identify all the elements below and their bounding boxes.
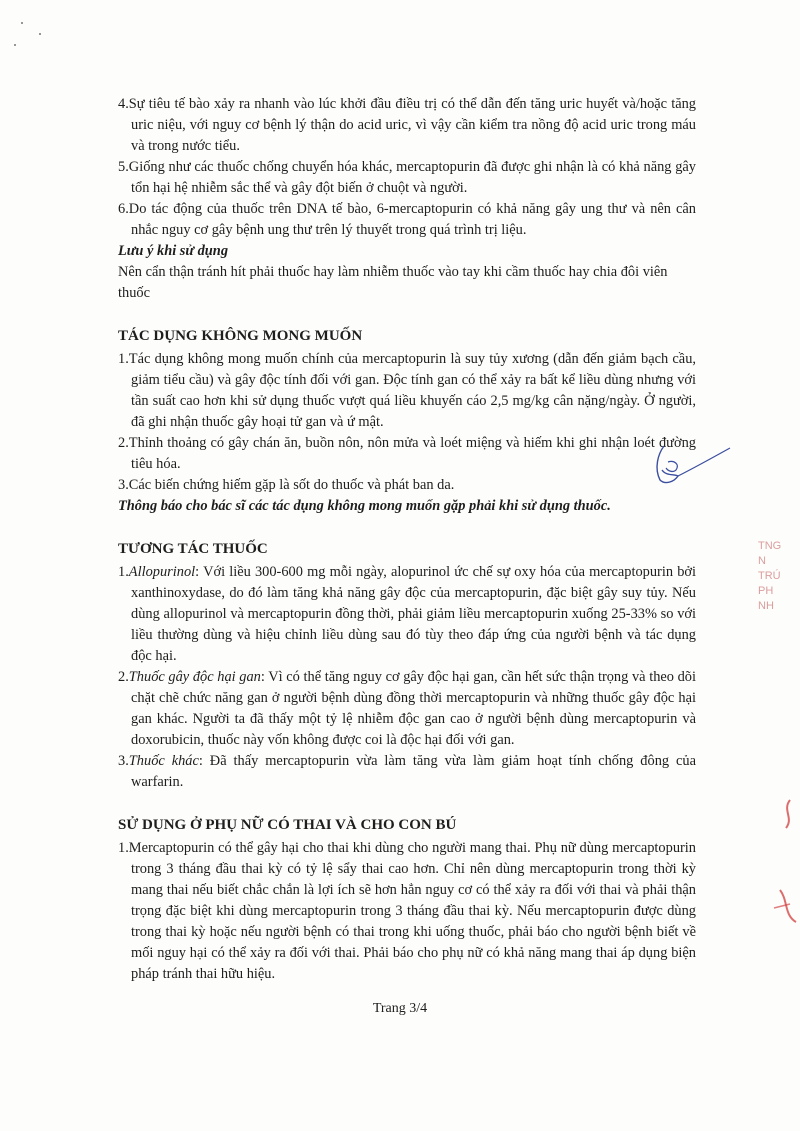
list-item: 2.Thỉnh thoảng có gây chán ăn, buồn nôn, nôn mửa và loét miệng và hiếm khi ghi nhận loét đường tiêu hóa. [118,435,696,472]
adverse-effects-warning: Thông báo cho bác sĩ các tác dụng không mong muốn gặp phải khi sử dụng thuốc. [118,498,611,514]
page-content [118,94,696,985]
drug-interactions-list [118,562,696,793]
list-item: 1.Tác dụng không mong muốn chính của mercaptopurin là suy tủy xương (dẫn đến giảm bạch cầu, giảm tiểu cầu) và gây độc tính đối với gan. Độc tính gan có thể xảy ra bất kể liều dùng nhưng với tần suất cao hơn khi sử dụng thuốc vượt quá liều khuyến cáo 2,5 mg/kg cân nặng/ngày. Ở người, đã ghi nhận thuốc gây hoại tử gan và ứ mật. [118,351,696,430]
list-item: 2.Thuốc gây độc hại gan: Vì có thể tăng nguy cơ gây độc hại gan, cần hết sức thận trọng và theo dõi chặt chẽ chức năng gan ở người bệnh dùng đồng thời mercaptopurin và những thuốc gây độc hại gan khác. Người ta đã thấy một tỷ lệ nhiễm độc gan cao ở người bệnh dùng mercaptopurin và doxorubicin, thuốc này vốn không được coi là độc hại đối với gan. [118,669,696,748]
list-item: 1.Mercaptopurin có thể gây hại cho thai khi dùng cho người mang thai. Phụ nữ dùng mercaptopurin trong 3 tháng đầu thai kỳ có tỷ lệ sẩy thai cao hơn. Chỉ nên dùng mercaptopurin trong thời kỳ mang thai nếu biết chắc chắn là lợi ích sẽ hơn hẳn nguy cơ có thể xảy ra đối với thai và phải thận trọng đặc biệt khi dùng mercaptopurin trong 3 tháng đầu thai kỳ. Nếu mercaptopurin được dùng trong thai kỳ hoặc nếu người bệnh có thai trong khi uống thuốc, phải báo cho người bệnh biết về mối nguy hại có thể xảy ra đối với thai. Phải báo cho phụ nữ có khả năng mang thai áp dụng biện pháp tránh thai hữu hiệu. [118,840,696,982]
list-item: 4.Sự tiêu tế bào xảy ra nhanh vào lúc khởi đầu điều trị có thể dẫn đến tăng uric huyết và/hoặc tăng uric niệu, với nguy cơ bệnh lý thận do acid uric, vì vậy cần kiểm tra nồng độ acid uric trong máu và trong nước tiểu. [118,96,696,154]
precautions-list [118,94,696,241]
list-item: 3.Thuốc khác: Đã thấy mercaptopurin vừa làm tăng vừa làm giảm hoạt tính chống đông của warfarin. [118,753,696,790]
usage-note-heading: Lưu ý khi sử dụng [118,243,229,259]
signature-mark [644,440,734,490]
list-item: 5.Giống như các thuốc chống chuyển hóa khác, mercaptopurin đã được ghi nhận là có khả năng gây tổn hại hệ nhiễm sắc thể và gây đột biến ở chuột và người. [118,159,696,196]
pregnancy-heading: SỬ DỤNG Ở PHỤ NỮ CÓ THAI VÀ CHO CON BÚ [118,817,457,833]
pregnancy-list [118,838,696,985]
stamp-mark [760,780,800,940]
page-number: Trang 3/4 [372,1001,428,1016]
list-item: 3.Các biến chứng hiếm gặp là sốt do thuốc và phát ban da. [118,477,455,493]
list-item: 6.Do tác động của thuốc trên DNA tế bào, 6-mercaptopurin có khả năng gây ung thư và nên cân nhắc nguy cơ gây bệnh ung thư trên lý thuyết trong quá trình trị liệu. [118,201,696,238]
stamp-edge: TNG N TRÚ PH NH [758,540,782,612]
usage-note-text: Nên cẩn thận tránh hít phải thuốc hay làm nhiễm thuốc vào tay khi cầm thuốc hay chia đôi viên thuốc [118,264,668,301]
drug-interactions-heading: TƯƠNG TÁC THUỐC [118,541,268,557]
adverse-effects-heading: TÁC DỤNG KHÔNG MONG MUỐN [118,328,363,344]
adverse-effects-list [118,349,696,496]
list-item: 1.Allopurinol: Với liều 300-600 mg mỗi ngày, alopurinol ức chế sự oxy hóa của mercaptopurin bởi xanthinoxydase, do đó làm tăng khả năng gây độc của mercaptopurin, đặc biệt gây suy tủy. Nếu dùng allopurinol và mercaptopurin đồng thời, phải giảm liều mercaptopurin xuống 25-33% so với liều thường dùng và hiệu chỉnh liều dùng sau đó tùy theo đáp ứng của người bệnh và tác dụng độc hại. [118,564,696,664]
